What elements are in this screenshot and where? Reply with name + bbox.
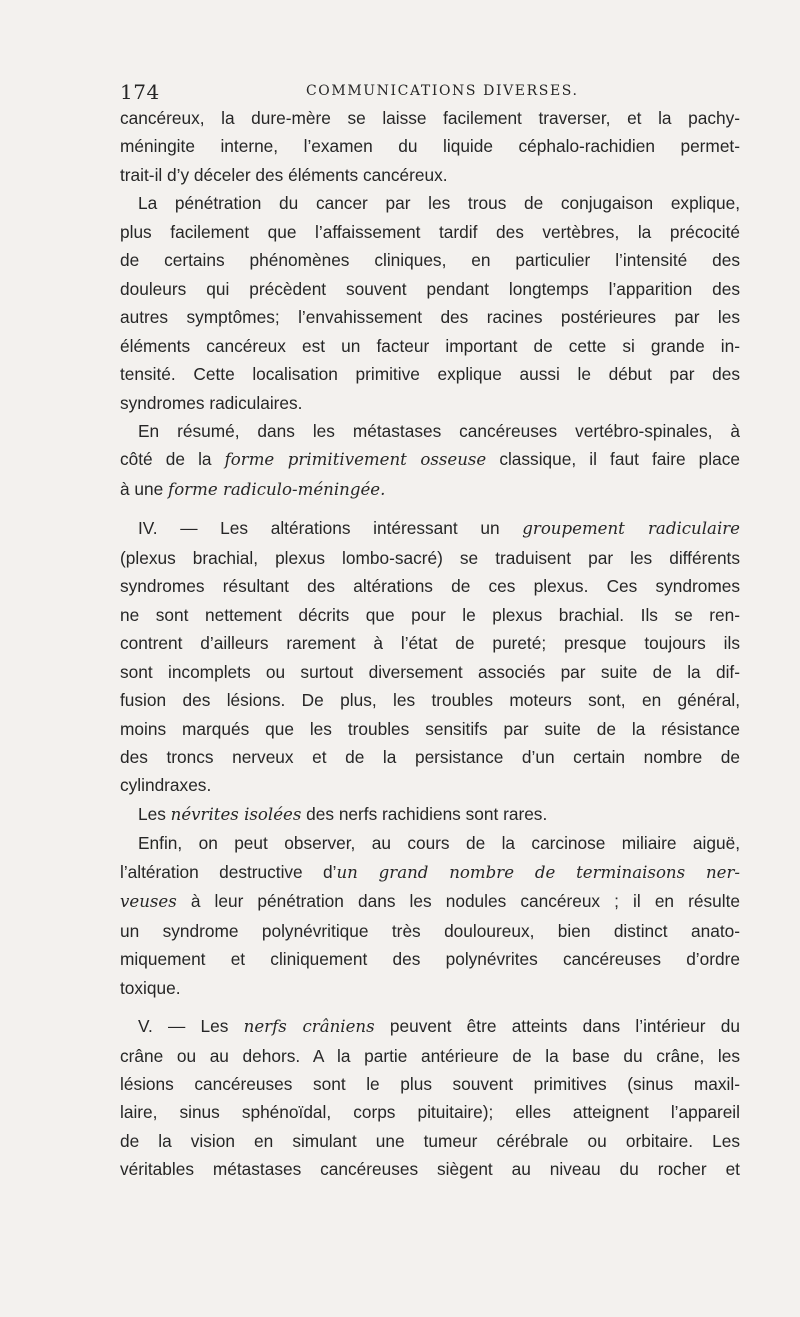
text-line: sont incomplets ou surtout diversement associés par suite de la dif-	[120, 661, 740, 682]
text-line: miquement et cliniquement des polynévrites cancéreuses d’ordre	[120, 949, 740, 970]
text-line: contrent d’ailleurs rarement à l’état de pureté; presque toujours ils	[120, 633, 740, 654]
text-run: des nerfs rachidiens sont rares.	[301, 803, 548, 824]
paragraph	[120, 417, 740, 504]
text-line: ne sont nettement décrits que pour le plexus brachial. Ils se ren-	[120, 604, 740, 625]
text-line: véritables métastases cancéreuses siègent au niveau du rocher et	[120, 1159, 740, 1180]
text-line	[120, 858, 740, 887]
text-run: Les	[138, 803, 171, 824]
italic-phrase: nerfs crâniens	[243, 1017, 375, 1037]
text-line: La pénétration du cancer par les trous de conjugaison explique,	[138, 193, 740, 214]
italic-phrase: veuses	[120, 892, 177, 912]
text-line: (plexus brachial, plexus lombo-sacré) se traduisent par les différents	[120, 547, 740, 568]
text-line: de la vision en simulant une tumeur cérébrale ou orbitaire. Les	[120, 1130, 740, 1151]
text-line: autres symptômes; l’envahissement des racines postérieures par les	[120, 307, 740, 328]
text-line: des troncs nerveux et de la persistance d’un certain nombre de	[120, 746, 740, 767]
text-run: classique, il faut faire place	[486, 449, 740, 470]
paragraph	[120, 1012, 740, 1184]
text-line	[120, 800, 740, 829]
text-line: moins marqués que les troubles sensitifs par suite de la résistance	[120, 718, 740, 739]
paragraph	[120, 800, 740, 829]
text-line: fusion des lésions. De plus, les troubles moteurs sont, en général,	[120, 690, 740, 711]
text-line: toxique.	[120, 977, 181, 998]
section-gap	[120, 504, 740, 514]
paragraph	[120, 829, 740, 1002]
text-run: à leur pénétration dans les nodules cancéreux ; il en résulte	[176, 891, 740, 912]
paragraph	[120, 514, 740, 800]
italic-phrase: un grand nombre de terminaisons ner-	[336, 862, 740, 882]
text-line	[120, 1012, 740, 1041]
paragraph	[120, 189, 740, 417]
page-number: 174	[120, 80, 160, 104]
text-run: côté de la	[120, 449, 225, 470]
text-line: éléments cancéreux est un facteur important de cette si grande in-	[120, 335, 740, 356]
text-line: de certains phénomènes cliniques, en particulier l’intensité des	[120, 250, 740, 271]
text-line: plus facilement que l’affaissement tardif des vertèbres, la précocité	[120, 221, 740, 242]
running-title: COMMUNICATIONS DIVERSES.	[306, 83, 579, 99]
body-text	[120, 104, 740, 1184]
text-line: méningite interne, l’examen du liquide céphalo-rachidien permet-	[120, 136, 740, 157]
text-line	[120, 445, 740, 474]
italic-phrase: forme primitivement osseuse	[224, 450, 487, 470]
text-line: lésions cancéreuses sont le plus souvent primitives (sinus maxil-	[120, 1073, 740, 1094]
text-line: un syndrome polynévritique très douloureux, bien distinct anato-	[120, 920, 740, 941]
text-run: peuvent être atteints dans l’intérieur du	[374, 1016, 740, 1037]
italic-phrase: forme radiculo-méningée.	[168, 479, 386, 499]
page-header	[120, 80, 740, 102]
paragraph	[120, 104, 740, 189]
text-line: cancéreux, la dure-mère se laisse facilement traverser, et la pachy-	[120, 108, 740, 128]
text-line	[120, 475, 740, 504]
section-gap	[120, 1002, 740, 1012]
text-run: à une	[120, 478, 169, 499]
text-run: V. — Les	[138, 1016, 244, 1037]
text-line: douleurs qui précèdent souvent pendant longtemps l’apparition des	[120, 278, 740, 299]
text-line: cylindraxes.	[120, 775, 212, 796]
text-line	[120, 514, 740, 543]
italic-phrase: névrites isolées	[170, 804, 302, 824]
text-line: trait-il d’y déceler des éléments cancéreux.	[120, 164, 448, 185]
text-line: laire, sinus sphénoïdal, corps pituitaire); elles atteignent l’appareil	[120, 1102, 740, 1123]
text-line: Enfin, on peut observer, au cours de la carcinose miliaire aiguë,	[138, 833, 740, 854]
italic-phrase: groupement radiculaire	[522, 519, 740, 539]
text-line	[120, 887, 740, 916]
text-line: En résumé, dans les métastases cancéreuses vertébro-spinales, à	[138, 420, 740, 441]
text-line: crâne ou au dehors. A la partie antérieure de la base du crâne, les	[120, 1045, 740, 1066]
text-run: IV. — Les altérations intéressant un	[138, 518, 523, 539]
text-line: tensité. Cette localisation primitive explique aussi le début par des	[120, 364, 740, 385]
text-line: syndromes radiculaires.	[120, 392, 303, 413]
text-run: l’altération destructive d’	[120, 861, 337, 882]
text-line: syndromes résultant des altérations de ces plexus. Ces syndromes	[120, 576, 740, 597]
